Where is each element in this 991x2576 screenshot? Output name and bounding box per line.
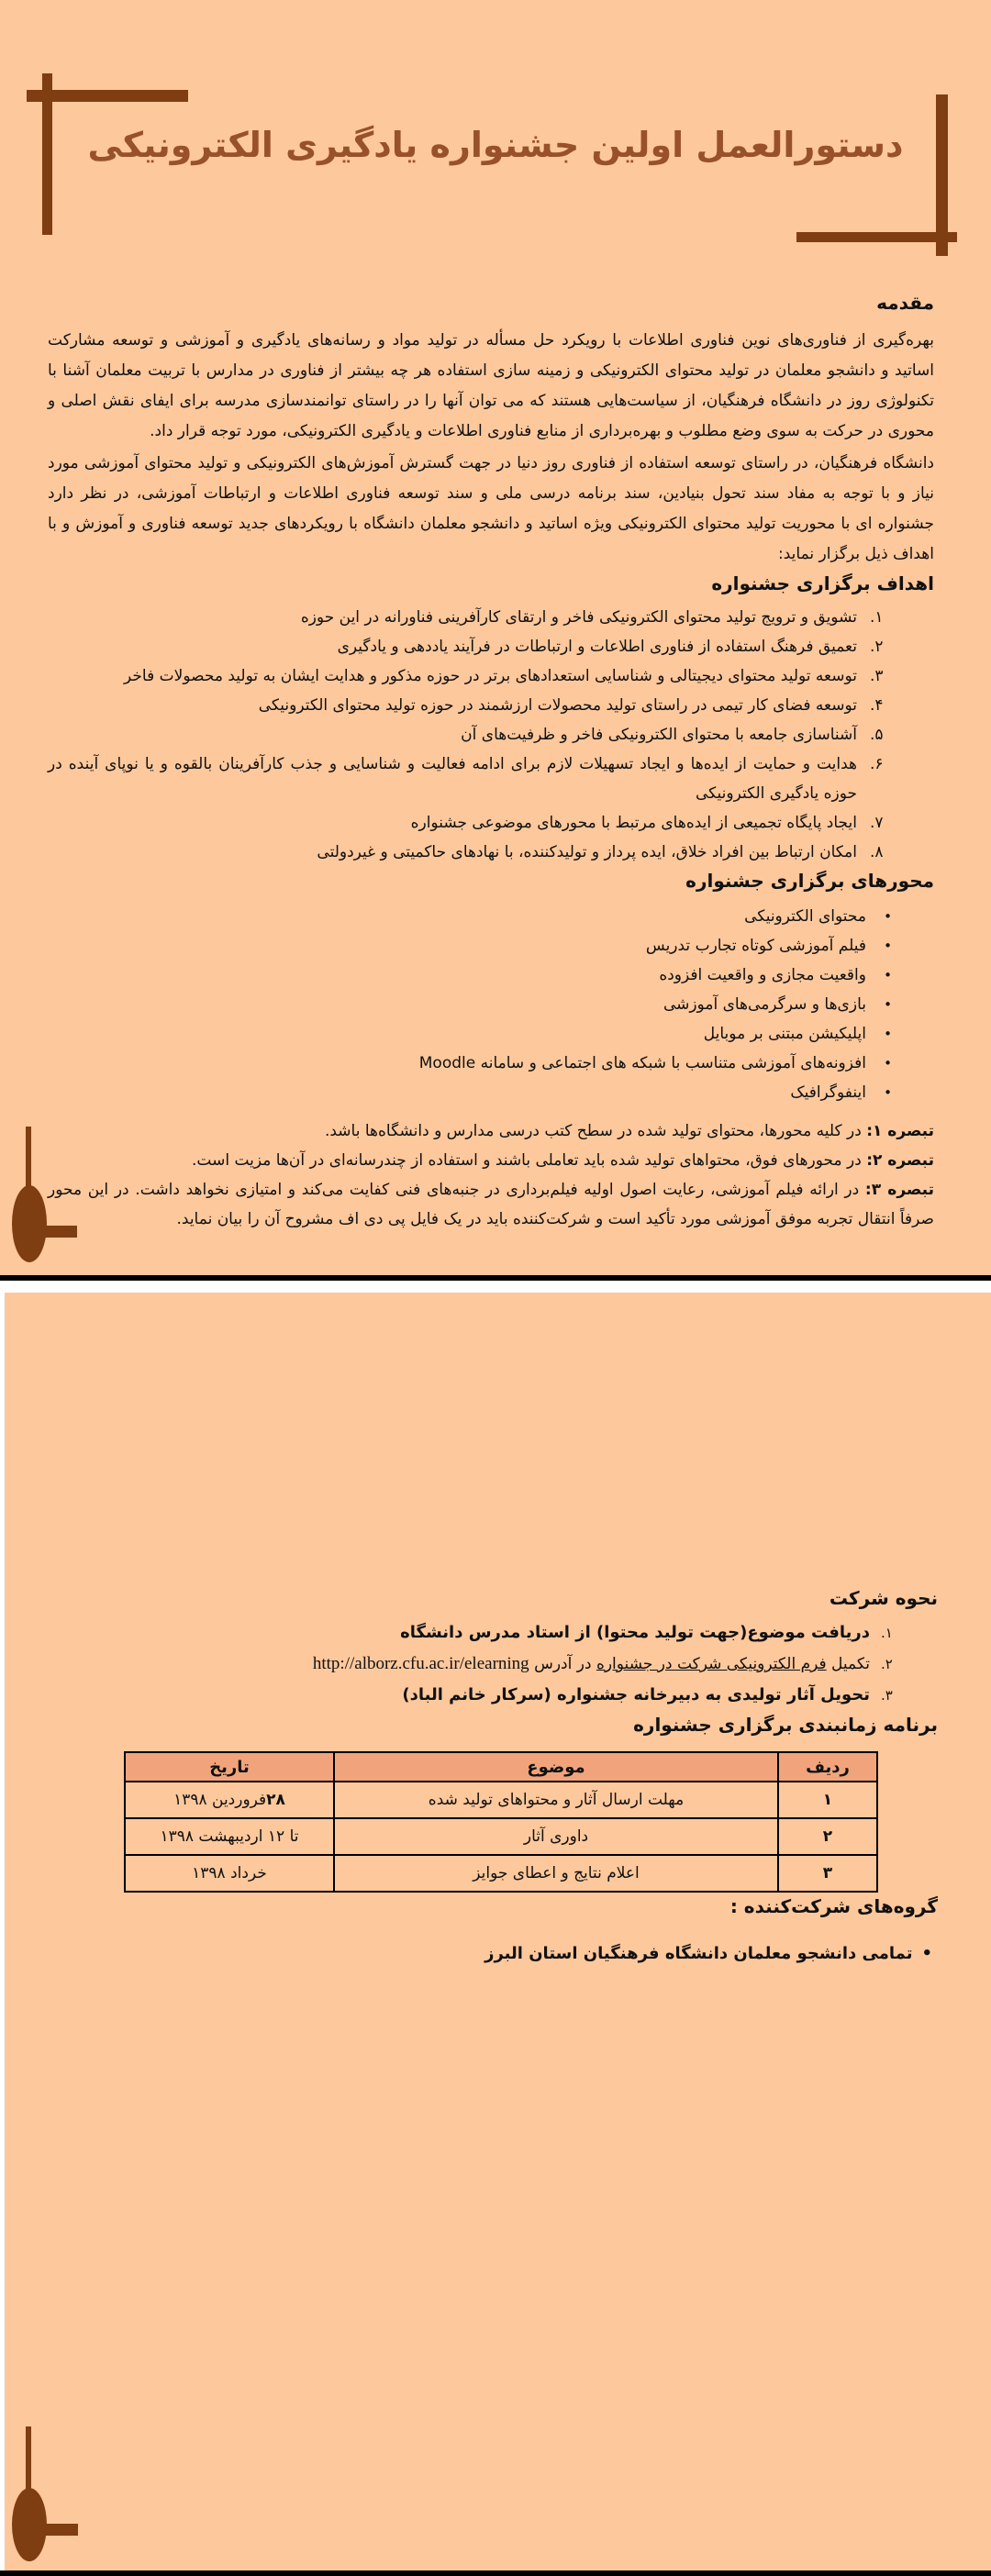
axis-item xyxy=(48,931,892,960)
table-header-cell-subject: موضوع xyxy=(334,1752,778,1782)
table-header-row xyxy=(125,1752,877,1782)
footer-ornament-bar xyxy=(44,2524,78,2536)
page2-content xyxy=(55,1293,938,1968)
bullet-icon: • xyxy=(884,1026,892,1042)
note-label: تبصره ۳: xyxy=(864,1181,934,1199)
table-cell-date xyxy=(125,1782,334,1818)
goal-text: تشویق و ترویج تولید محتوای الکترونیکی فاخر و ارتقای کارآفرینی فناورانه در این حوزه xyxy=(300,608,857,627)
footer-ornament-ellipse xyxy=(12,1185,47,1262)
table-cell-date xyxy=(125,1818,334,1855)
participation-item xyxy=(55,1649,901,1680)
bullet-icon: • xyxy=(884,1055,892,1071)
table-cell-date-rest: خرداد ۱۳۹۸ xyxy=(192,1864,267,1882)
participation-text xyxy=(313,1649,870,1680)
axis-text: افزونه‌های آموزشی متناسب با شبکه های اجتماعی و سامانه Moodle xyxy=(418,1054,866,1072)
table-row xyxy=(125,1782,877,1818)
goal-number: ۷. xyxy=(870,814,884,832)
groups-heading: گروه‌های شرکت‌کننده : xyxy=(729,1895,938,1917)
bullet-icon: • xyxy=(921,1944,932,1963)
goals-list xyxy=(48,603,934,867)
note-item xyxy=(48,1146,934,1175)
table-cell-row-number: ۲ xyxy=(778,1818,877,1855)
page-1 xyxy=(0,0,991,1275)
intro-heading: مقدمه xyxy=(876,292,934,314)
goal-text: تعمیق فرهنگ استفاده از فناوری اطلاعات و ارتباطات در فرآیند یاددهی و یادگیری xyxy=(337,638,857,656)
table-cell-row-number: ۱ xyxy=(778,1782,877,1818)
participation-heading: نحوه شرکت xyxy=(829,1587,938,1609)
document-title: دستورالعمل اولین جشنواره یادگیری الکترونیکی xyxy=(87,125,904,165)
goal-number: ۱. xyxy=(870,608,884,627)
table-cell-subject: مهلت ارسال آثار و محتواهای تولید شده xyxy=(334,1782,778,1818)
table-cell-date-rest: تا ۱۲ اردیبهشت ۱۳۹۸ xyxy=(160,1827,299,1846)
axis-text: محتوای الکترونیکی xyxy=(744,907,866,926)
axis-text: اپلیکیشن مبتنی بر موبایل xyxy=(703,1025,866,1043)
note-label: تبصره ۱: xyxy=(866,1122,934,1140)
bullet-icon: • xyxy=(884,967,892,983)
axis-item xyxy=(48,990,892,1019)
note-text: در ارائه فیلم آموزشی، رعایت اصول اولیه فیلم‌برداری در جنبه‌های فنی کفایت می‌کند و امتیازی نخواهد داشت. در این محور صرفاً انتقال تجربه موفق آموزشی مورد تأکید است و شرکت‌کننده باید در یک فایل پی دی اف مشروح آن را بیان نماید. xyxy=(48,1181,934,1228)
goal-number: ۴. xyxy=(870,696,884,715)
table-row xyxy=(125,1855,877,1892)
table-header-cell-date: تاریخ xyxy=(125,1752,334,1782)
axis-text: واقعیت مجازی و واقعیت افزوده xyxy=(659,966,866,984)
goal-item xyxy=(48,661,892,691)
participation-text: دریافت موضوع(جهت تولید محتوا) از استاد مدرس دانشگاه xyxy=(400,1623,870,1642)
goal-number: ۳. xyxy=(870,667,884,685)
page-divider-line xyxy=(0,1275,991,1281)
goal-item xyxy=(48,632,892,661)
goal-text: هدایت و حمایت از ایده‌ها و ایجاد تسهیلات لازم برای ادامه فعالیت و شناسایی و جذب کارآفرینان بالقوه و یا نوپای آینده در حوزه یادگیری الکترونیکی xyxy=(48,755,857,803)
note-text: در محورهای فوق، محتواهای تولید شده باید تعاملی باشند و استفاده از چندرسانه‌ای در آن‌ها مزیت است. xyxy=(191,1151,862,1170)
note-text: در کلیه محورها، محتوای تولید شده در سطح کتب درسی مدارس و دانشگاه‌ها باشد. xyxy=(324,1122,862,1140)
registration-form-underlined-text: فرم الکترونیکی شرکت در جشنواره xyxy=(596,1655,827,1673)
participation-list xyxy=(55,1617,938,1711)
goal-item xyxy=(48,603,892,632)
corner-bracket-top-right-horizontal xyxy=(796,232,957,242)
page-bottom-line xyxy=(0,2570,991,2576)
intro-paragraph-1: بهره‌گیری از فناوری‌های نوین فناوری اطلاعات با رویکرد حل مسأله در تولید مواد و رسانه‌های یادگیری و آموزشی و توسعه مشارکت اساتید و دانشجو معلمان در تولید محتوای الکترونیکی و زمینه سازی استفاده هر چه بیشتر از فناوری در مدارس با تربیت معلمان آشنا با تکنولوژی روز در دانشگاه فرهنگیان، از سیاست‌هایی هستند که می توان آنها را در راستای توانمندسازی مدرسه برای ایفای نقش اصلی و محوری در حرکت به سوی وضع مطلوب و بهره‌برداری از منابع فناوری اطلاعات و یادگیری الکترونیکی، مورد توجه قرار داد. xyxy=(48,331,934,440)
goal-text: توسعه تولید محتوای دیجیتالی و شناسایی استعدادهای برتر در حوزه مذکور و هدایت ایشان به تولید محصولات فاخر xyxy=(124,667,857,685)
bullet-icon: • xyxy=(884,908,892,925)
goal-item xyxy=(48,720,892,749)
groups-bullet-text: تمامی دانشجو معلمان دانشگاه فرهنگیان استان البرز xyxy=(484,1944,913,1963)
table-row xyxy=(125,1818,877,1855)
goal-item xyxy=(48,691,892,720)
goal-text: آشناسازی جامعه با محتوای الکترونیکی فاخر و ظرفیت‌های آن xyxy=(461,726,857,744)
note-label: تبصره ۲: xyxy=(866,1151,934,1170)
footer-ornament-stem xyxy=(26,2426,31,2493)
table-cell-row-number: ۳ xyxy=(778,1855,877,1892)
bullet-icon: • xyxy=(884,1084,892,1101)
participation-number: ۱. xyxy=(881,1625,893,1641)
table-cell-date xyxy=(125,1855,334,1892)
footer-ornament-stem xyxy=(26,1127,31,1193)
goal-number: ۶. xyxy=(870,755,884,773)
axis-item xyxy=(48,902,892,931)
axis-item xyxy=(48,1019,892,1049)
axis-text: بازی‌ها و سرگرمی‌های آموزشی xyxy=(663,995,866,1014)
note-item xyxy=(48,1175,934,1234)
participation-text-middle: در آدرس xyxy=(529,1655,596,1673)
schedule-table xyxy=(124,1751,878,1893)
axes-heading: محورهای برگزاری جشنواره xyxy=(685,870,934,892)
registration-url-link[interactable]: http://alborz.cfu.ac.ir/elearning xyxy=(312,1654,529,1673)
goal-number: ۵. xyxy=(870,726,884,744)
axis-item xyxy=(48,960,892,990)
table-cell-date-bold: ۲۸ xyxy=(266,1791,285,1809)
page1-content xyxy=(48,289,934,1234)
participation-number: ۳. xyxy=(881,1687,893,1704)
participation-text-prefix: تکمیل xyxy=(826,1655,870,1673)
goal-number: ۸. xyxy=(870,843,884,861)
axis-item xyxy=(48,1078,892,1107)
table-cell-date-rest: فروردین ۱۳۹۸ xyxy=(173,1791,267,1809)
groups-bullet-item xyxy=(55,1940,938,1968)
goals-heading: اهداف برگزاری جشنواره xyxy=(711,572,934,594)
footer-ornament-bar xyxy=(44,1226,77,1238)
intro-paragraph-2: دانشگاه فرهنگیان، در راستای توسعه استفاده از فناوری روز دنیا در جهت گسترش آموزش‌های الکترونیکی و تولید محتوای آموزشی مورد نیاز و با توجه به مفاد سند تحول بنیادین، سند برنامه درسی ملی و سند توسعه فناوری اطلاعات و ارتباطات آموزشی، در نظر دارد جشنواره ای با محوریت تولید محتوای الکترونیکی ویژه اساتید و دانشجو معلمان دانشگاه با رویکردهای جدید توسعه فناوری و آموزش و با اهداف ذیل برگزار نماید: xyxy=(48,454,934,563)
participation-item xyxy=(55,1680,901,1711)
page-2 xyxy=(5,1293,991,2570)
goal-item xyxy=(48,808,892,838)
axis-text: فیلم آموزشی کوتاه تجارب تدریس xyxy=(645,937,866,955)
participation-item xyxy=(55,1617,901,1649)
table-header-cell-row: ردیف xyxy=(778,1752,877,1782)
goal-text: ایجاد پایگاه تجمیعی از ایده‌های مرتبط با محورهای موضوعی جشنواره xyxy=(410,814,857,832)
participation-text: تحویل آثار تولیدی به دبیرخانه جشنواره (سرکار خانم الباد) xyxy=(402,1685,870,1704)
schedule-heading: برنامه زمانبندی برگزاری جشنواره xyxy=(633,1714,938,1736)
goal-item xyxy=(48,749,892,808)
axis-item xyxy=(48,1049,892,1078)
table-cell-subject: اعلام نتایج و اعطای جوایز xyxy=(334,1855,778,1892)
participation-number: ۲. xyxy=(881,1656,893,1672)
bullet-icon: • xyxy=(884,996,892,1013)
goal-item xyxy=(48,838,892,867)
axes-list xyxy=(48,902,934,1107)
table-cell-subject: داوری آثار xyxy=(334,1818,778,1855)
corner-bracket-top-left-vertical xyxy=(42,73,52,235)
footer-ornament-ellipse xyxy=(12,2488,47,2561)
axis-text: اینفوگرافیک xyxy=(790,1083,866,1102)
bullet-icon: • xyxy=(884,938,892,954)
goal-text: توسعه فضای کار تیمی در راستای تولید محصولات ارزشمند در حوزه تولید محتوای الکترونیکی xyxy=(258,696,857,715)
note-item xyxy=(48,1116,934,1146)
goal-text: امکان ارتباط بین افراد خلاق، ایده پرداز و تولیدکننده، با نهادهای حاکمیتی و غیردولتی xyxy=(317,843,857,861)
notes-block xyxy=(48,1116,934,1234)
goal-number: ۲. xyxy=(870,638,884,656)
